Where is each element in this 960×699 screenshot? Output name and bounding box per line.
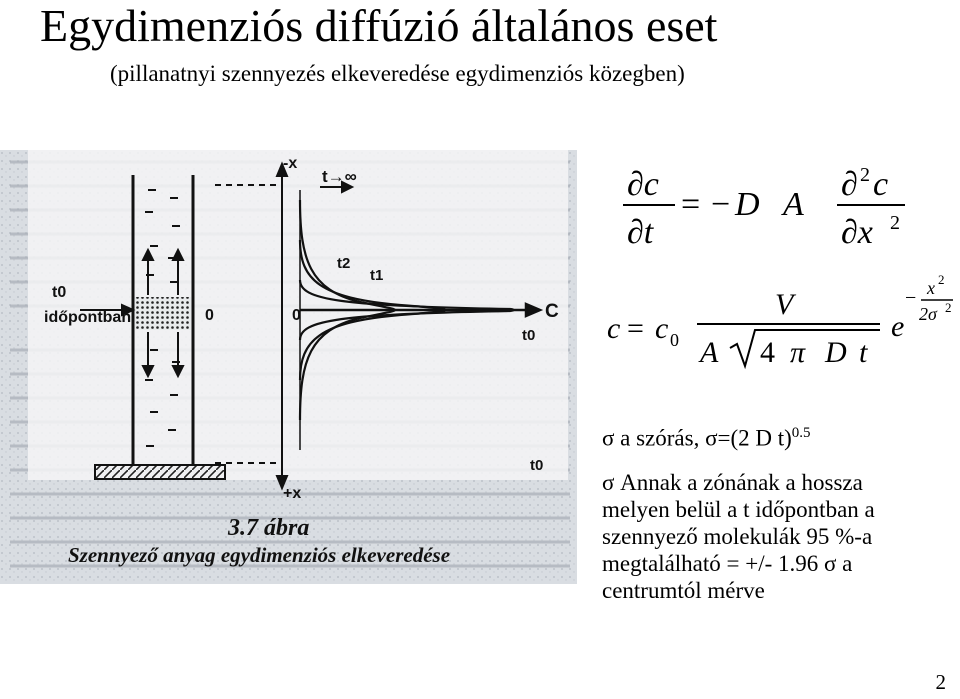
sigma-description-line: centrumtól mérve — [602, 578, 765, 603]
eq2-c0-sub: 0 — [670, 330, 679, 350]
eq1-lhs-numerator: ∂c — [627, 166, 659, 203]
page-title: Egydimenziós diffúzió általános eset — [40, 0, 718, 51]
sigma-definition-sup: 0.5 — [791, 425, 811, 441]
diffusion-equation — [615, 165, 915, 260]
sigma-definition — [602, 420, 811, 452]
eq1-lhs-denominator: ∂t — [627, 214, 654, 251]
diffusion-figure — [0, 150, 577, 584]
eq1-A: A — [783, 186, 804, 223]
eq2-den-t: t — [859, 336, 868, 369]
label-zero-right: 0 — [292, 307, 301, 324]
eq1-minus: − — [711, 186, 731, 223]
label-t1: t1 — [370, 267, 384, 284]
sigma-description-line: melyen belül a t időpontban a — [602, 497, 875, 522]
label-t0-curve: t0 — [522, 327, 536, 344]
eq1-rhs-numerator-sup: 2 — [860, 165, 870, 186]
sigma-description-line: szennyező molekulák 95 %-a — [602, 524, 873, 549]
eq1-equals: = — [681, 186, 701, 223]
solution-equation — [605, 272, 955, 372]
pollutant-slab — [135, 297, 191, 330]
page-number: 2 — [935, 670, 946, 694]
label-t0-bottom: t0 — [530, 457, 544, 474]
diffusion-figure-svg — [0, 150, 577, 584]
eq2-den-4: 4 — [760, 336, 775, 369]
label-t0-left: t0 — [52, 284, 67, 301]
label-minus-x: -x — [283, 155, 298, 172]
eq2-c0: c — [655, 312, 669, 345]
label-plus-x: +x — [283, 485, 302, 502]
eq1-rhs-denominator: ∂x — [841, 214, 873, 251]
eq1-rhs-numerator: ∂ — [841, 166, 858, 203]
eq2-exp-denominator-sup: 2 — [945, 300, 952, 315]
eq1-D: D — [735, 186, 760, 223]
page-subtitle: (pillanatnyi szennyezés elkeveredése egydimenziós közegben) — [110, 61, 685, 86]
eq2-den-D: D — [825, 336, 847, 369]
eq2-den-pi: π — [790, 336, 806, 369]
eq1-rhs-denominator-sup: 2 — [890, 212, 900, 234]
sigma-description — [602, 469, 875, 604]
label-t-infinity: t→∞ — [322, 167, 357, 186]
eq2-c: c — [607, 312, 621, 345]
eq2-exp-minus: − — [905, 287, 917, 309]
sigma-description-line: σ Annak a zónának a hossza — [602, 470, 863, 495]
sigma-description-line: megtalálható = +/- 1.96 σ a — [602, 551, 853, 576]
label-t2: t2 — [337, 255, 351, 272]
sigma-definition-main: σ a szórás, σ=(2 D t) — [602, 425, 792, 451]
figure-caption-number: 3.7 ábra — [228, 515, 310, 541]
eq2-exp-denominator: 2σ — [919, 304, 937, 324]
figure-caption-title: Szennyező anyag egydimenziós elkeveredése — [68, 543, 451, 567]
eq2-exp-numerator: x — [927, 278, 935, 298]
eq2-exp-numerator-sup: 2 — [938, 272, 945, 287]
label-idopontban: időpontban — [44, 309, 132, 326]
label-zero-left: 0 — [205, 307, 214, 324]
eq2-e: e — [891, 310, 905, 343]
ground-hatch — [95, 465, 225, 479]
eq2-den-A: A — [700, 336, 719, 369]
eq1-rhs-numerator-c: c — [873, 166, 889, 203]
eq2-equals: = — [627, 312, 644, 345]
eq2-V: V — [775, 288, 794, 321]
label-c-axis: C — [545, 301, 559, 322]
